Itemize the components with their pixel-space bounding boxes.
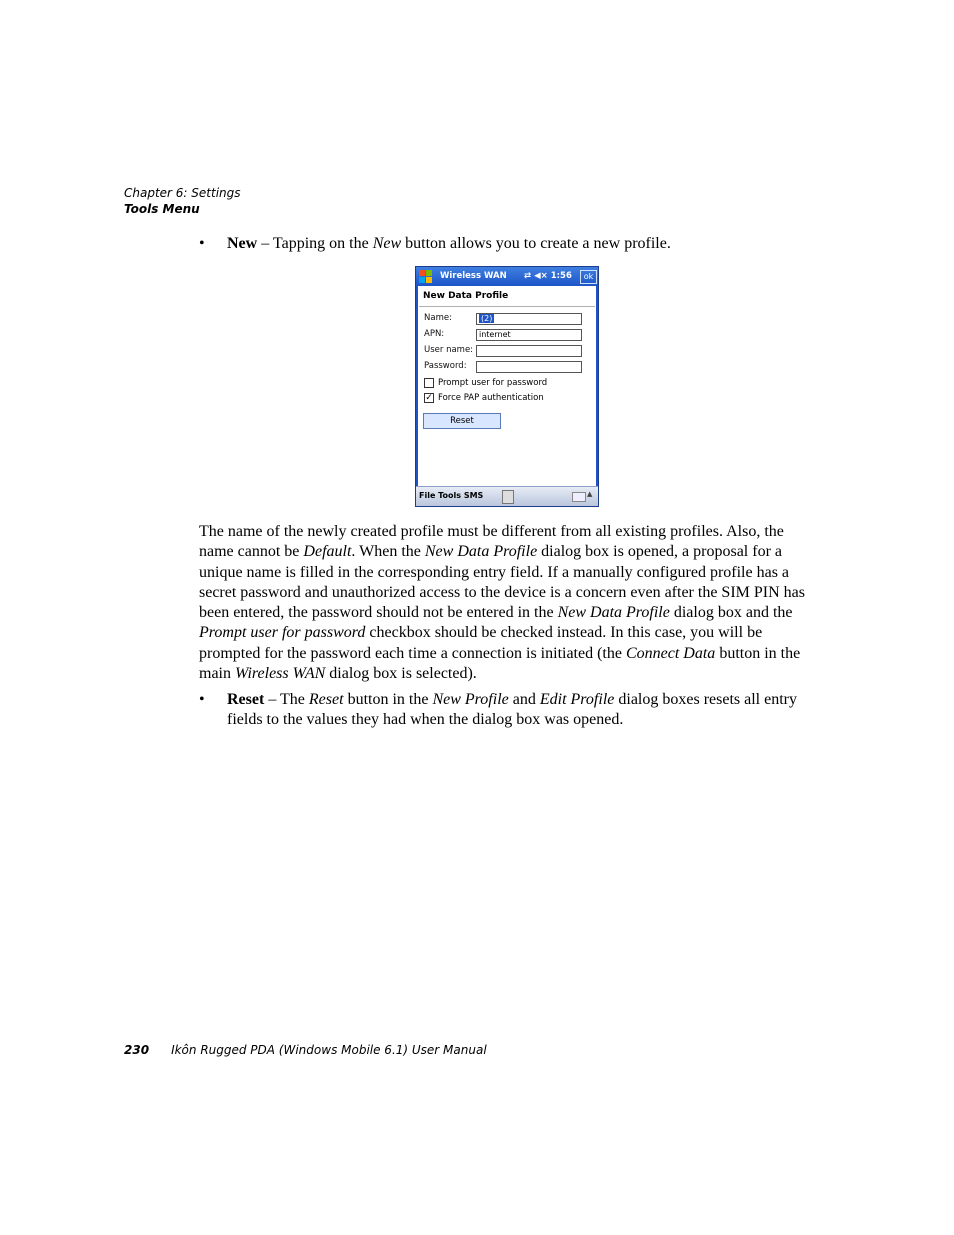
apn-label: APN: (424, 329, 445, 339)
italic: New (372, 235, 402, 252)
bullet-text (227, 690, 817, 730)
bullet-text (227, 234, 817, 254)
prompt-checkbox-label: Prompt user for password (438, 378, 548, 388)
clock: 1:56 (550, 271, 572, 281)
section-label: Tools Menu (124, 202, 200, 216)
text: The name of the newly created profile must be different from all existing profiles. Also, the name cannot be (199, 523, 784, 561)
text: dialog boxes resets all entry fields to the values they had when the dialog box was opened. (227, 691, 797, 728)
menu-items[interactable]: File Tools SMS (419, 491, 484, 500)
italic: New Profile (432, 691, 509, 708)
chapter-label: Chapter 6: Settings (124, 186, 241, 200)
pda-screenshot (415, 266, 599, 507)
italic: Prompt user for password (199, 624, 366, 642)
body-paragraph (199, 522, 813, 684)
text: checkbox should be checked instead. In this case, you will be prompted for the password each time a connection is initiated (the (199, 624, 763, 662)
text: dialog box is opened, a proposal for a unique name is filled in the corresponding entry field. If a manually configured profile has a secret password and unauthorized access to the device is a concern even after the SIM PIN has been entered, the password should not be entered in the (199, 543, 805, 622)
volume-icon[interactable]: ◀× (534, 271, 548, 281)
italic: Default (303, 543, 352, 561)
keyboard-icon[interactable] (502, 490, 514, 504)
bullet-symbol: • (199, 691, 205, 708)
italic: Wireless WAN (235, 665, 326, 683)
menu-bar (416, 486, 598, 507)
force-pap-checkbox-label: Force PAP authentication (438, 393, 544, 403)
status-area (524, 271, 572, 281)
chevron-up-icon[interactable]: ▲ (587, 490, 593, 498)
italic: New Data Profile (424, 543, 538, 561)
title-bar (416, 267, 598, 286)
text: – Tapping on the (257, 235, 373, 252)
input-panel-icon[interactable] (572, 492, 586, 502)
text: button in the (343, 691, 433, 708)
frame-left (416, 286, 418, 486)
apn-field[interactable]: internet (476, 329, 582, 341)
window-title: Wireless WAN (440, 271, 507, 281)
text: dialog box is selected). (325, 665, 477, 683)
text: – The (264, 691, 309, 708)
italic: Connect Data (625, 644, 716, 662)
bullet-symbol: • (199, 235, 205, 252)
page-footer (124, 1043, 487, 1057)
term: New (227, 235, 258, 252)
divider (419, 306, 595, 307)
text: and (508, 691, 540, 708)
username-label: User name: (424, 345, 474, 355)
password-field[interactable] (476, 361, 582, 373)
italic: New Data Profile (557, 604, 670, 622)
text: button in the main (199, 644, 801, 683)
text: dialog box and the (669, 604, 793, 622)
italic: Reset (308, 691, 344, 708)
italic: Edit Profile (539, 691, 615, 708)
ok-button[interactable]: ok (580, 270, 597, 284)
connectivity-icon[interactable]: ⇄ (524, 271, 532, 281)
term: Reset (227, 691, 265, 708)
windows-logo-icon[interactable] (419, 270, 432, 283)
name-label: Name: (424, 313, 452, 323)
name-value: (2) (481, 314, 493, 323)
manual-title: Ikôn Rugged PDA (Windows Mobile 6.1) User Manual (171, 1043, 487, 1057)
page-number: 230 (124, 1043, 150, 1057)
username-field[interactable] (476, 345, 582, 357)
frame-right (596, 286, 598, 486)
password-label: Password: (424, 361, 467, 371)
text: . When the (351, 543, 425, 561)
prompt-checkbox[interactable] (424, 378, 434, 388)
reset-button[interactable]: Reset (423, 413, 501, 429)
name-field[interactable] (476, 313, 582, 325)
running-header (124, 185, 241, 217)
force-pap-checkbox[interactable]: ✓ (425, 393, 433, 403)
text: button allows you to create a new profile. (401, 235, 671, 252)
dialog-title: New Data Profile (423, 291, 509, 301)
